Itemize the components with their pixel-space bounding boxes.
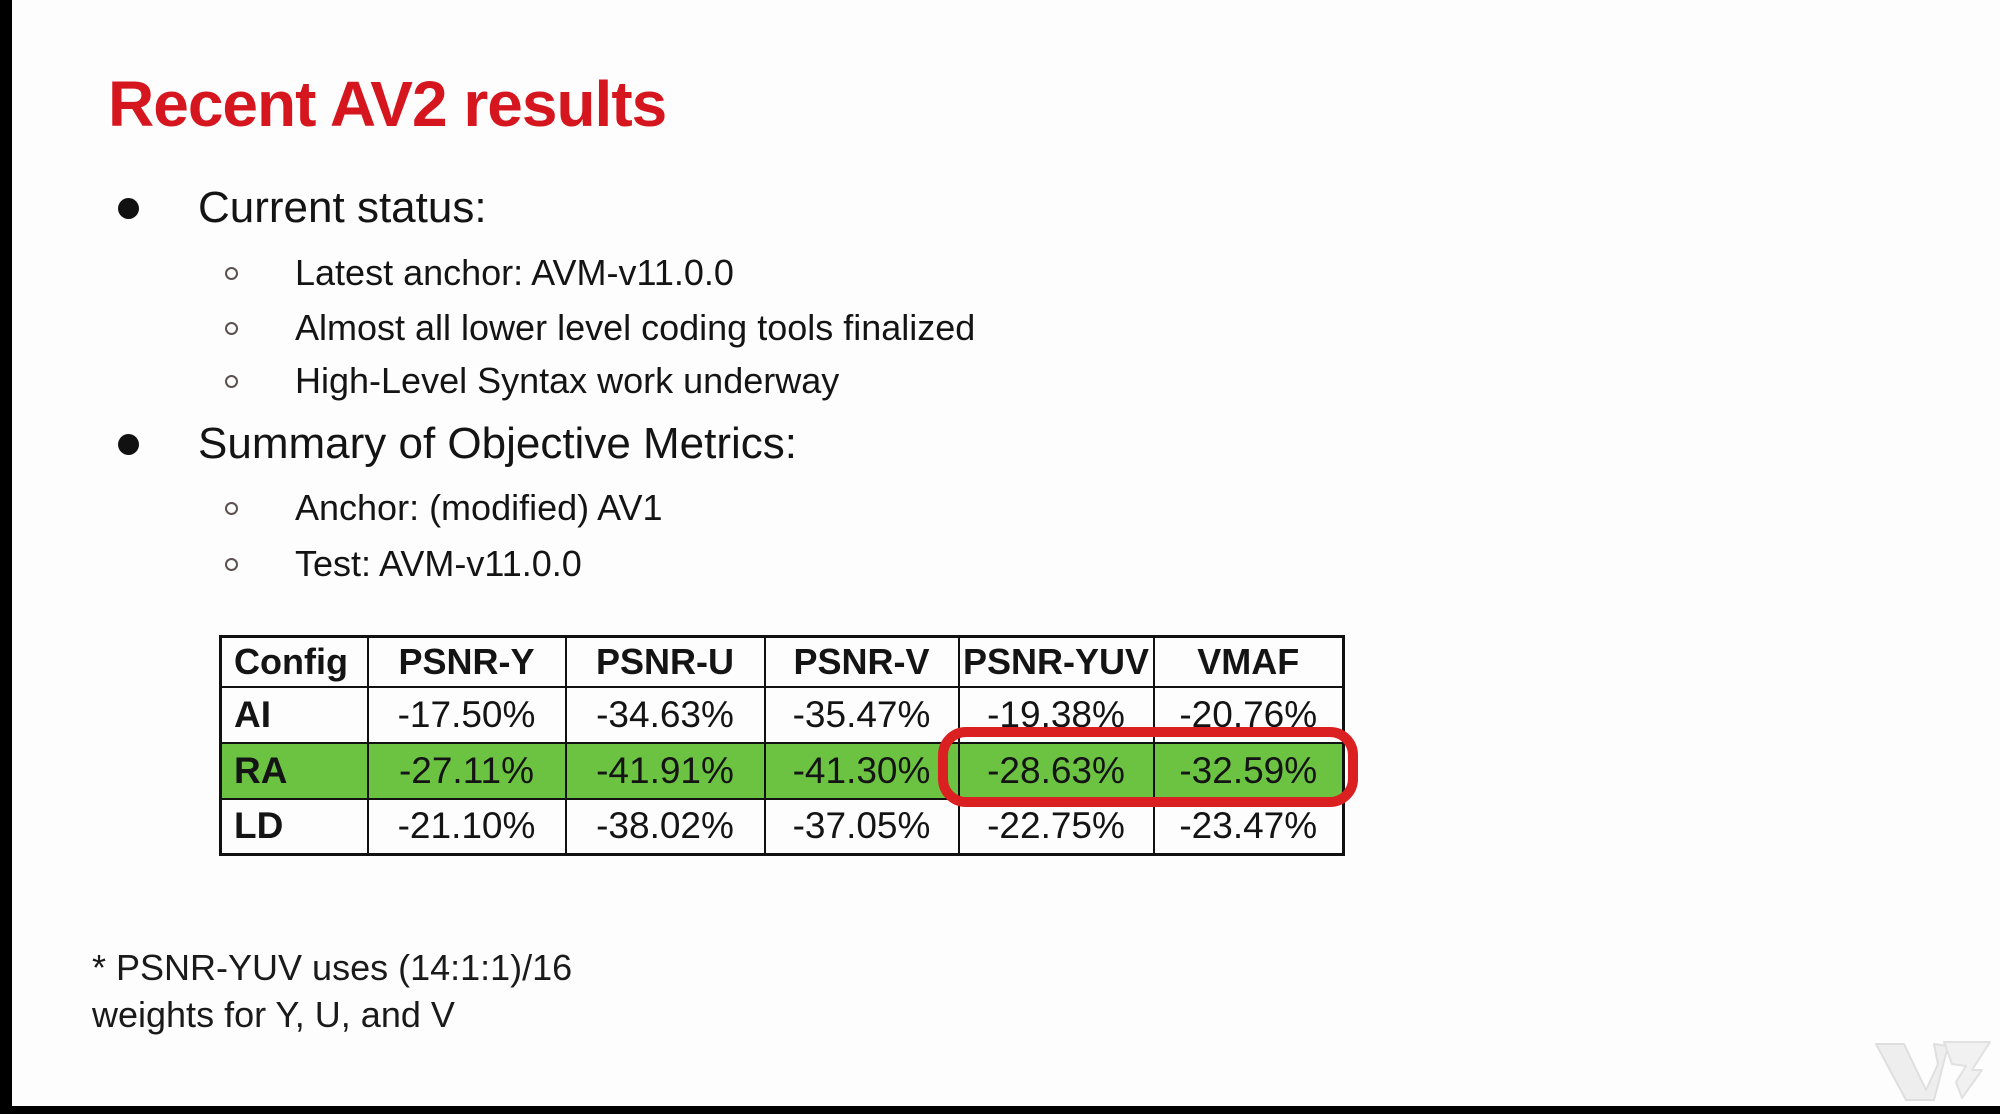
letterbox-left-bar <box>0 0 12 1114</box>
cell-value: -20.76% <box>1154 687 1344 743</box>
hollow-bullet-icon <box>225 267 238 280</box>
v-logo-watermark-icon <box>1872 1038 1994 1104</box>
subbullet-label: Almost all lower level coding tools finalized <box>295 307 976 348</box>
row-label: LD <box>221 799 368 855</box>
cell-value: -41.91% <box>566 743 765 799</box>
table-header-row <box>221 637 1344 687</box>
cell-value: -41.30% <box>765 743 959 799</box>
hollow-bullet-icon <box>225 502 238 515</box>
cell-value: -21.10% <box>368 799 566 855</box>
header-psnr-y: PSNR-Y <box>368 637 566 687</box>
cell-value: -38.02% <box>566 799 765 855</box>
footnote-line-2: weights for Y, U, and V <box>92 994 455 1035</box>
table-row-ld <box>221 799 1344 855</box>
metrics-table <box>219 635 1345 856</box>
subbullet-label: Anchor: (modified) AV1 <box>295 487 663 528</box>
bullet-label: Summary of Objective Metrics: <box>198 419 798 468</box>
hollow-bullet-icon <box>225 558 238 571</box>
letterbox-bottom-bar <box>0 1106 2000 1114</box>
table-row-ai <box>221 687 1344 743</box>
subbullet-label: Latest anchor: AVM-v11.0.0 <box>295 252 734 293</box>
cell-value: -19.38% <box>959 687 1154 743</box>
header-config: Config <box>221 637 368 687</box>
header-psnr-yuv: PSNR-YUV <box>959 637 1154 687</box>
subbullet-anchor <box>225 485 663 531</box>
subbullet-coding-tools <box>225 305 975 351</box>
bullet-label: Current status: <box>198 183 487 232</box>
cell-value: -37.05% <box>765 799 959 855</box>
cell-value: -17.50% <box>368 687 566 743</box>
bullet-current-status <box>118 182 487 234</box>
subbullet-hls-work <box>225 358 839 404</box>
subbullet-label: Test: AVM-v11.0.0 <box>295 543 582 584</box>
subbullet-latest-anchor <box>225 250 734 296</box>
header-psnr-u: PSNR-U <box>566 637 765 687</box>
hollow-bullet-icon <box>225 322 238 335</box>
cell-value: -22.75% <box>959 799 1154 855</box>
cell-value: -23.47% <box>1154 799 1344 855</box>
header-psnr-v: PSNR-V <box>765 637 959 687</box>
header-vmaf: VMAF <box>1154 637 1344 687</box>
table-row-ra <box>221 743 1344 799</box>
bullet-summary-metrics <box>118 418 797 470</box>
subbullet-test <box>225 541 582 587</box>
row-label: AI <box>221 687 368 743</box>
footnote-line-1: * PSNR-YUV uses (14:1:1)/16 <box>92 947 573 988</box>
cell-value: -28.63% <box>959 743 1154 799</box>
cell-value: -27.11% <box>368 743 566 799</box>
footnote <box>92 944 572 1038</box>
cell-value: -34.63% <box>566 687 765 743</box>
hollow-bullet-icon <box>225 375 238 388</box>
filled-bullet-icon <box>118 434 139 455</box>
slide-title: Recent AV2 results <box>108 67 667 140</box>
cell-value: -32.59% <box>1154 743 1344 799</box>
filled-bullet-icon <box>118 198 139 219</box>
subbullet-label: High-Level Syntax work underway <box>295 360 840 401</box>
cell-value: -35.47% <box>765 687 959 743</box>
row-label: RA <box>221 743 368 799</box>
